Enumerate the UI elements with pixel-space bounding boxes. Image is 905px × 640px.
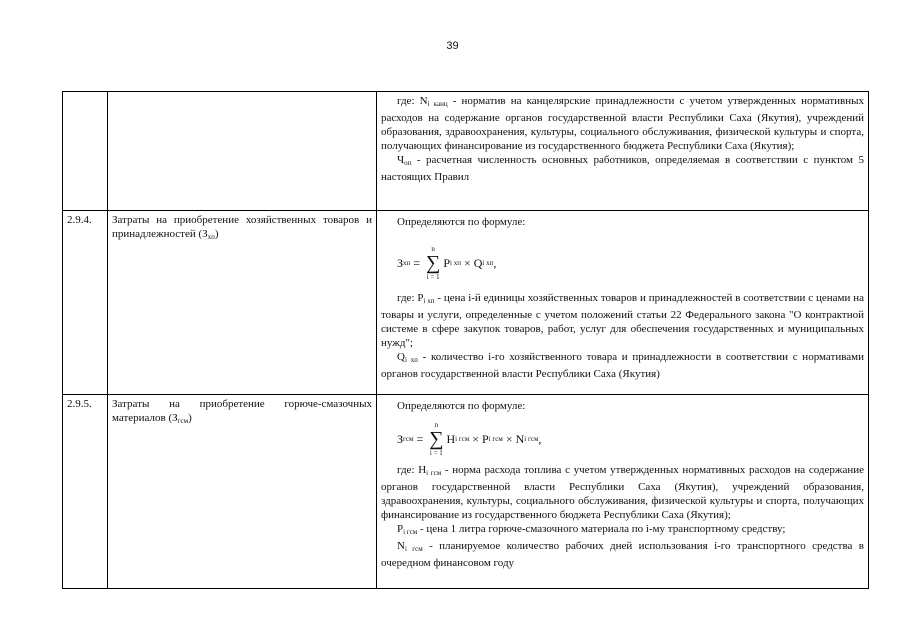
row-number-cell [63,92,108,211]
definition-paragraph: $P_{i гсм}$ - цена 1 литра горюче-смазочного материала по i-му транспортному средству; [397,523,786,536]
row-body-cell [377,92,869,211]
definition-paragraph: $Q_{i хп}$ - количество i-го хозяйственного товара и принадлежности в соответствии с нормативами органов государственной власти Республики Саха (Якутия) [381,351,864,380]
row-body-cell [377,211,869,395]
table-row [63,395,869,589]
definition-paragraph: $N_{i гсм}$ - планируемое количество рабочих дней использования i-го транспортного средства в очередном финансовом году [381,540,864,569]
row-name-cell: Затраты на приобретение горюче-смазочных материалов $(З_{гсм})$ [108,395,377,589]
row-number-cell: 2.9.4. [63,211,108,395]
table-row [63,92,869,211]
row-number-cell: 2.9.5. [63,395,108,589]
row-body-cell [377,395,869,589]
definition-paragraph: где: $P_{i хп}$ - цена i-й единицы хозяйственных товаров и принадлежностей в соответствии с ценами на товары и услуги, определенные с учетом положений статьи 22 Федерального закона "О контрактной системе в сфере закупок товаров, работ, услуг для обеспечения государственных и муниципальных нужд"; [381,292,864,349]
row-name-cell [108,92,377,211]
definition-paragraph: $Ч_{оп}$ - расчетная численность основных работников, определяемая в соответствии с пунктом 5 настоящих Правил [381,154,864,183]
formula-intro: Определяются по формуле: [397,400,526,412]
rules-table [62,91,869,589]
sum-operator: n ∑ i = 1 [429,421,444,457]
sum-operator: n ∑ i = 1 [426,245,441,281]
formula-intro: Определяются по формуле: [397,216,526,228]
row-name-cell: Затраты на приобретение хозяйственных товаров и принадлежностей $(З_{хп})$ [108,211,377,395]
definition-paragraph: где: $H_{i гсм}$ - норма расхода топлива с учетом утвержденных нормативных расходов на содержание органов государственной власти Республики Саха (Якутия), учреждений образования, здравоохранения, культуры, социального обслуживания, физической культуры и спорта, получающих финансирование из государственного бюджета Республики Саха (Якутия); [381,464,865,521]
page-number: 39 [446,40,459,52]
table-row [63,211,869,395]
formula: З гсм = n ∑ i = 1 H i гсм × P i гсм × N i гсм , [397,421,542,457]
formula: З хп = n ∑ i = 1 P i хп × Q i хп , [397,245,497,281]
definition-paragraph: где: $N_{i канц}$ - норматив на канцелярские принадлежности с учетом утвержденных нормативных расходов на содержание органов государственной власти Республики Саха (Якутия), учреждений образования, здравоохранения, культуры, социального обслуживания, физической культуры и спорта, получающих финансирование из государственного бюджета Республики Саха (Якутия); [381,95,864,152]
